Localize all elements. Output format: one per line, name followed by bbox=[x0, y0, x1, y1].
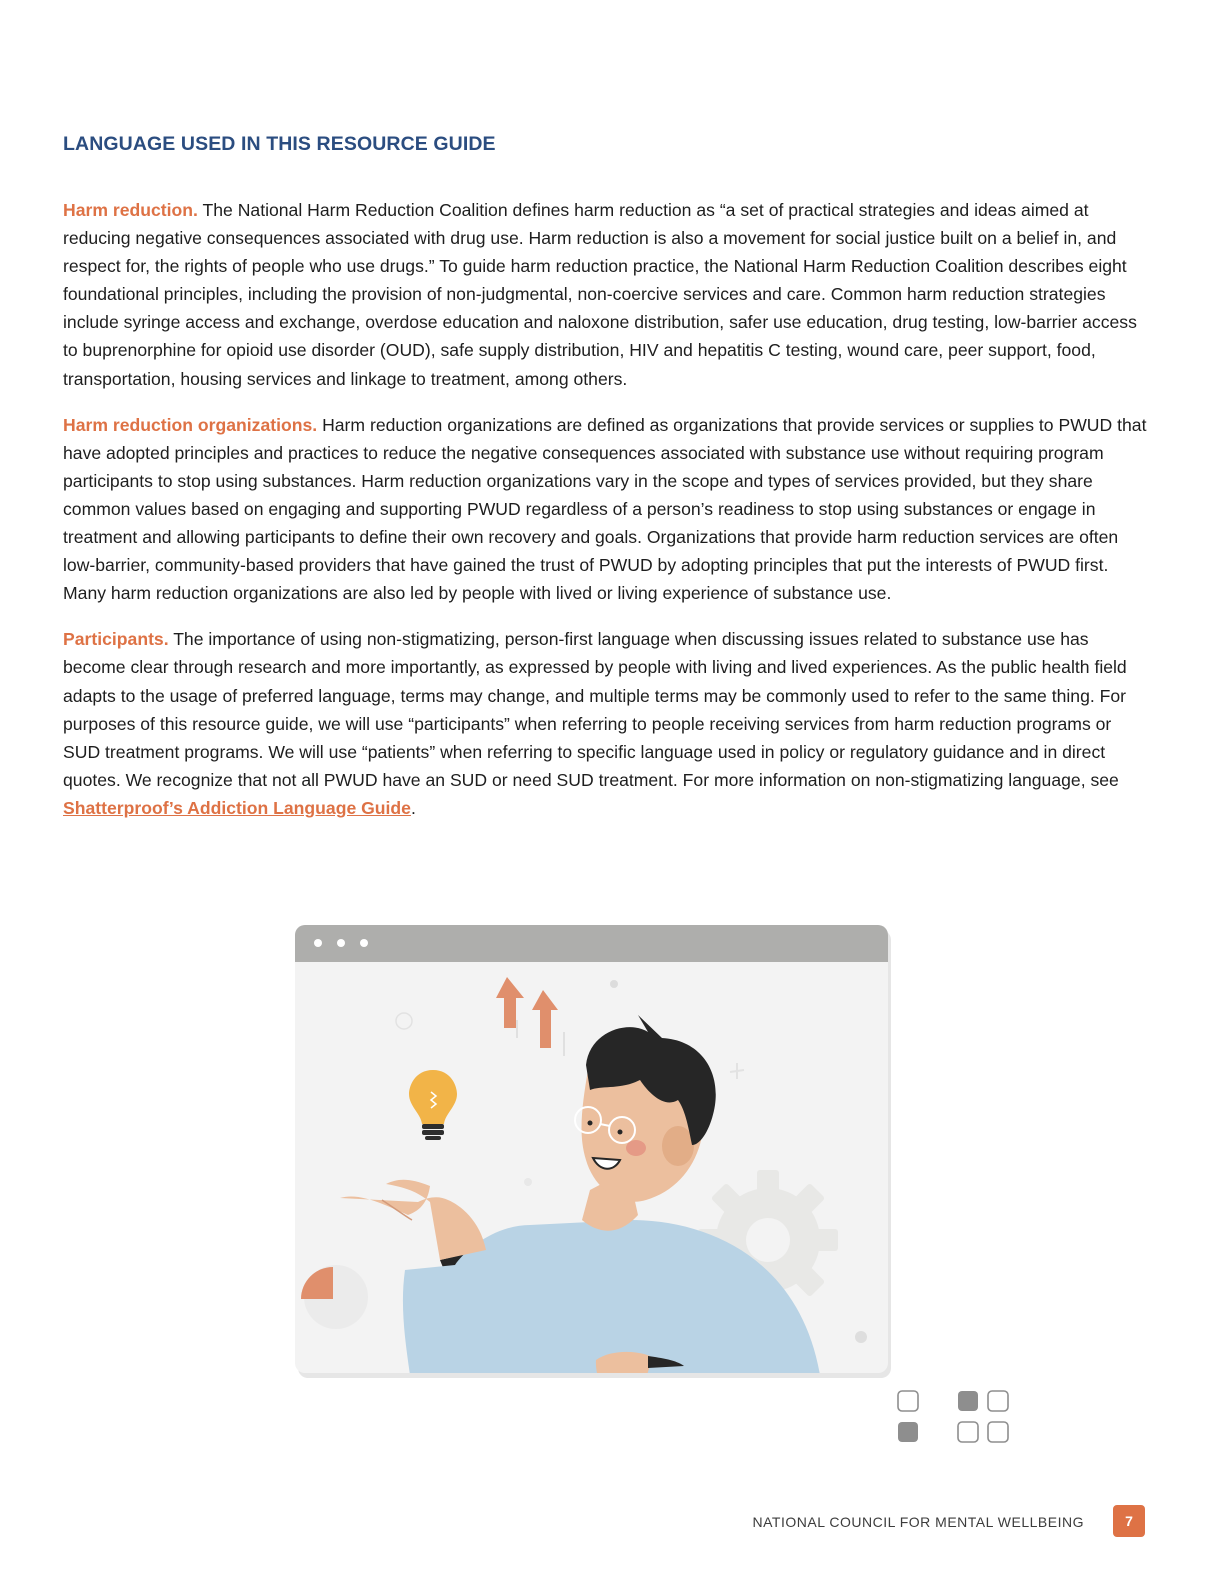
browser-window bbox=[295, 925, 888, 1395]
definition-harm-reduction bbox=[63, 196, 1153, 393]
term-participants: Participants. bbox=[63, 629, 169, 650]
section-heading: LANGUAGE USED IN THIS RESOURCE GUIDE bbox=[63, 133, 496, 155]
decor-dot bbox=[524, 1178, 532, 1186]
definition-text: The National Harm Reduction Coalition defines harm reduction as “a set of practical strategies and ideas aimed at reducing negative consequences associated with drug use. Harm reduction is also a movement for social justice built on a belief in, and respect for, the rights of people who use drugs.” To guide harm reduction practice, the National Harm Reduction Coalition describes eight foundational principles, including the provision of non-judgmental, non-coercive services and care. Common harm reduction strategies include syringe access and exchange, overdose education and naloxone distribution, safer use education, drug testing, low-barrier access to buprenorphine for opioid use disorder (OUD), safe supply distribution, HIV and hepatitis C testing, wound care, peer support, food, transportation, housing services and linkage to treatment, among others. bbox=[63, 200, 1137, 389]
definition-harm-reduction-organizations bbox=[63, 411, 1153, 608]
trailing-period: . bbox=[410, 797, 416, 818]
decor-dot bbox=[855, 1331, 867, 1343]
page-number-badge: 7 bbox=[1113, 1505, 1145, 1537]
definition-text: The importance of using non-stigmatizing, person-first language when discussing issues related to substance use has become clear through research and more importantly, as expressed by people with living and lived experiences. As the public health field adapts to the usage of preferred language, terms may change, and multiple terms may be commonly used to refer to the same thing. For purposes of this resource guide, we will use “participants” when referring to people receiving services from harm reduction programs or SUD treatment programs. We will use “patients” when referring to specific language used in policy or regulatory guidance and in direct quotes. We recognize that not all PWUD have an SUD or need SUD treatment. For more information on non-stigmatizing language, see bbox=[63, 629, 1127, 790]
addiction-language-guide-link[interactable]: Shatterproof’s Addiction Language Guide bbox=[63, 797, 411, 818]
decor-dot bbox=[610, 980, 618, 988]
footer-organization: NATIONAL COUNCIL FOR MENTAL WELLBEING bbox=[752, 1514, 1084, 1530]
term-harm-reduction-organizations: Harm reduction organizations. bbox=[63, 414, 318, 435]
app-grid-icon bbox=[895, 1388, 1020, 1448]
ear bbox=[662, 1126, 694, 1166]
window-title-bar bbox=[295, 925, 888, 962]
term-harm-reduction: Harm reduction. bbox=[63, 200, 198, 220]
definitions-body bbox=[63, 196, 1153, 840]
illustration bbox=[290, 920, 900, 1410]
cheek bbox=[626, 1140, 646, 1156]
definition-text: Harm reduction organizations are defined as organizations that provide services or supplies to PWUD that have adopted principles and practices to reduce the negative consequences associated with substance use without requiring program participants to stop using substances. Harm reduction organizations vary in the scope and types of services provided, but they share common values based on engaging and supporting PWUD regardless of a person’s readiness to stop using substances or engage in treatment and allowing participants to define their own recovery and goals. Organizations that provide harm reduction services are often low-barrier, community-based providers that have gained the trust of PWUD by adopting principles that put the interests of PWUD first. Many harm reduction organizations are also led by people with lived or living experience of substance use. bbox=[63, 414, 1147, 604]
definition-participants bbox=[63, 625, 1153, 822]
